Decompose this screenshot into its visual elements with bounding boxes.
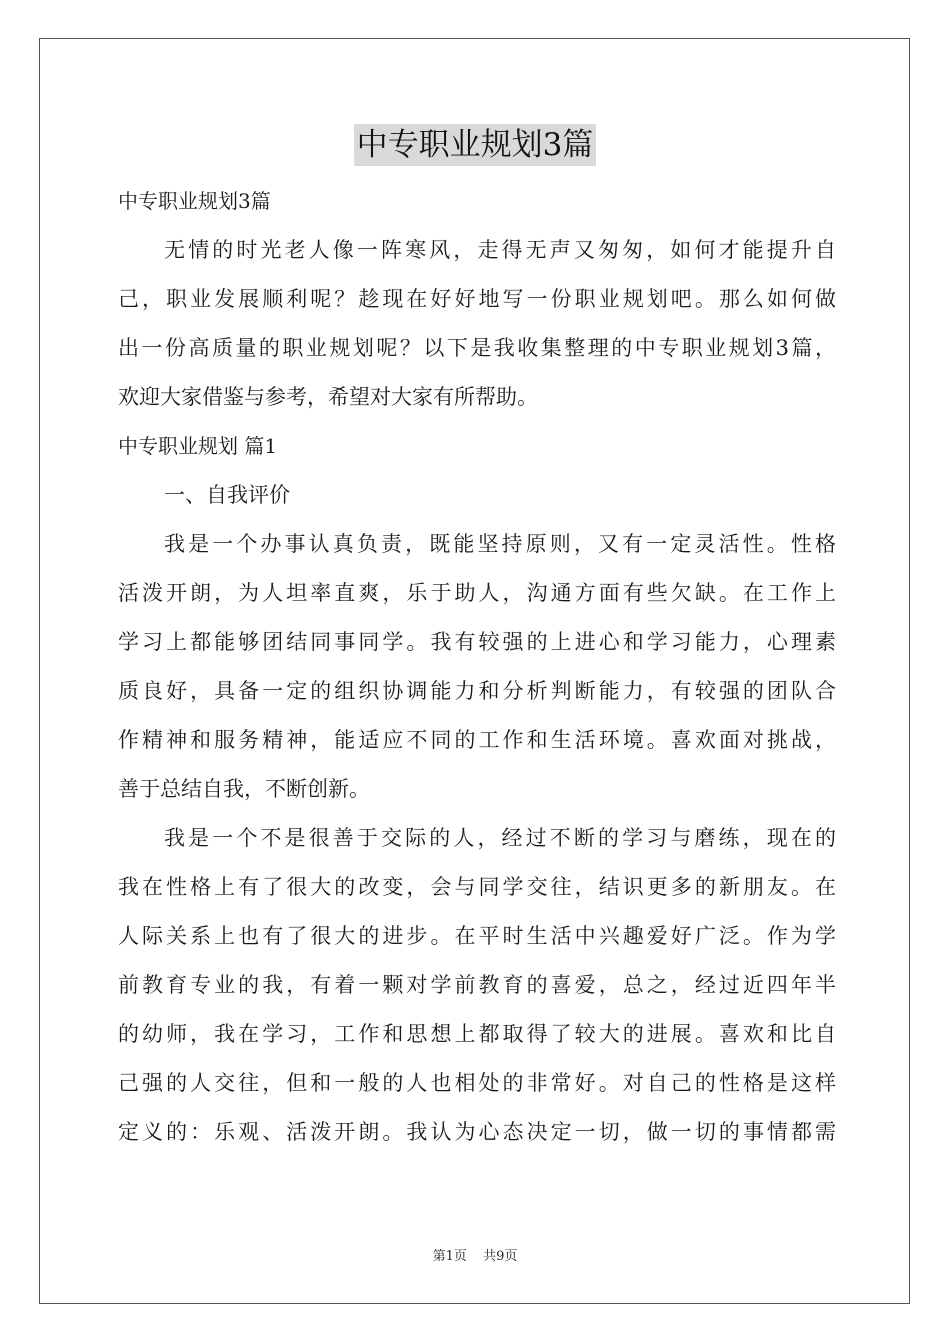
paragraph-line: 人际关系上也有了很大的进步。在平时生活中兴趣爱好广泛。作为学 xyxy=(118,924,836,948)
paragraph-line: 无情的时光老人像一阵寒风，走得无声又匆匆，如何才能提升自 xyxy=(164,238,836,262)
paragraph-line: 己强的人交往，但和一般的人也相处的非常好。对自己的性格是这样 xyxy=(118,1071,836,1095)
page-number: 第1页 xyxy=(432,1249,467,1264)
paragraph-line: 前教育专业的我，有着一颗对学前教育的喜爱，总之，经过近四年半 xyxy=(118,973,836,997)
title-container xyxy=(0,124,950,166)
paragraph-line: 我是一个不是很善于交际的人，经过不断的学习与磨练，现在的 xyxy=(164,826,836,850)
paragraph-line: 我在性格上有了很大的改变，会与同学交往，结识更多的新朋友。在 xyxy=(118,875,836,899)
paragraph-line: 质良好，具备一定的组织协调能力和分析判断能力，有较强的团队合 xyxy=(118,679,836,703)
paragraph-line: 欢迎大家借鉴与参考，希望对大家有所帮助。 xyxy=(118,385,538,409)
paragraph-line: 己，职业发展顺利呢？趁现在好好地写一份职业规划吧。那么如何做 xyxy=(118,287,836,311)
page-total: 共9页 xyxy=(483,1249,518,1264)
paragraph-line: 定义的：乐观、活泼开朗。我认为心态决定一切，做一切的事情都需 xyxy=(118,1120,836,1144)
subsection-heading: 一、自我评价 xyxy=(164,483,290,507)
document-body xyxy=(118,177,836,1157)
paragraph-line: 作精神和服务精神，能适应不同的工作和生活环境。喜欢面对挑战， xyxy=(118,728,836,752)
paragraph-line: 善于总结自我，不断创新。 xyxy=(118,777,370,801)
document-title: 中专职业规划3篇 xyxy=(354,124,597,166)
paragraph-line: 出一份高质量的职业规划呢？以下是我收集整理的中专职业规划3篇， xyxy=(118,336,836,360)
paragraph-line: 学习上都能够团结同事同学。我有较强的上进心和学习能力，心理素 xyxy=(118,630,836,654)
paragraph-line: 我是一个办事认真负责，既能坚持原则，又有一定灵活性。性格 xyxy=(164,532,836,556)
subtitle-line: 中专职业规划3篇 xyxy=(118,189,271,213)
page-footer xyxy=(0,1245,950,1264)
paragraph-line: 的幼师，我在学习，工作和思想上都取得了较大的进展。喜欢和比自 xyxy=(118,1022,836,1046)
section-heading: 中专职业规划 篇1 xyxy=(118,434,278,458)
paragraph-line: 活泼开朗，为人坦率直爽，乐于助人，沟通方面有些欠缺。在工作上 xyxy=(118,581,836,605)
